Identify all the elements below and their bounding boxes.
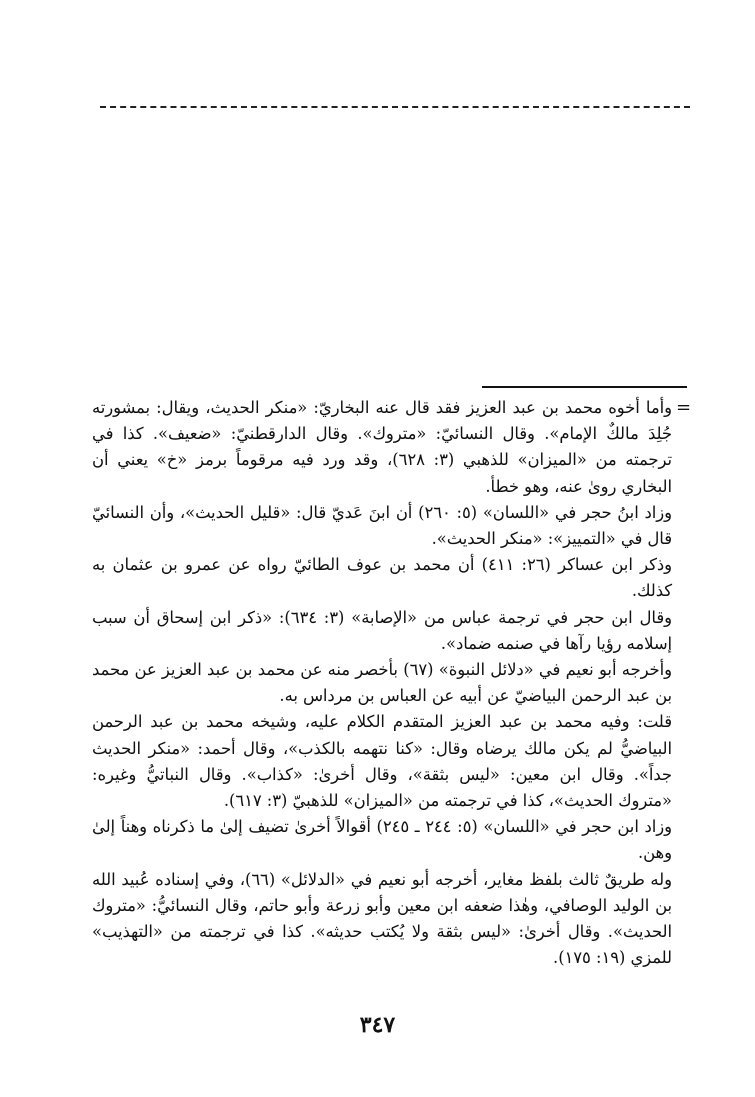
page-number: ٣٤٧: [359, 1012, 396, 1038]
footnote-paragraph-8: وله طريقٌ ثالث بلفظ مغاير، أخرجه أبو نعيم في «الدلائل» (٦٦)، وفي إسناده عُبيد الله بن الوليد الوصافي، وهٰذا ضعفه ابن معين وأبو زرعة وأبو حاتم، وقال النسائيُّ: «متروك الحديث». وقال أخرىٰ: «ليس بثقة ولا يُكتب حديثه». كذا في ترجمته من «التهذيب» للمزي (١٩: ١٧٥).: [92, 869, 672, 968]
footnote-paragraph-3: وذكر ابن عساكر (٢٦: ٤١١) أن محمد بن عوف الطائيّ رواه عن عمرو بن عثمان به كذلك.: [92, 555, 672, 601]
footnote-paragraph-5: وأخرجه أبو نعيم في «دلائل النبوة» (٦٧) بأخصر منه عن محمد بن عبد العزيز عن محمد بن عبد الرحمن البياضيّ عن أبيه عن العباس بن مرداس به.: [92, 660, 673, 706]
footnote-paragraph-7: وزاد ابن حجر في «اللسان» (٥: ٢٤٤ ـ ٢٤٥) أقوالاً أخرىٰ تضيف إلىٰ ما ذكرناه وهناً إلىٰ وهن.: [92, 817, 672, 863]
footnote-continuation-marker: =: [676, 397, 692, 418]
footnote-paragraph-1: وأما أخوه محمد بن عبد العزيز فقد قال عنه البخاريّ: «منكر الحديث، ويقال: بمشورته جُلِدَ مالكٌ الإمام». وقال النسائيّ: «متروك». وقال الدارقطنيّ: «ضعيف». كذا في ترجمته من «الميزان» للذهبي (٣: ٦٢٨)، وقد ورد فيه مرقوماً برمز «خ» يعني أن البخاري روىٰ عنه، وهو خطأ.: [92, 398, 672, 496]
footnote-paragraph-2: وزاد ابنُ حجر في «اللسان» (٥: ٢٦٠) أن ابنَ عَديّ قال: «قليل الحديث»، وأن النسائيّ قال في «التمييز»: «منكر الحديث».: [92, 502, 672, 549]
footnote-text-block: [92, 395, 672, 971]
top-dashed-separator: [100, 106, 690, 108]
footnote-separator-rule: [482, 386, 687, 388]
footnote-paragraph-6: قلت: وفيه محمد بن عبد العزيز المتقدم الكلام عليه، وشيخه محمد بن عبد الرحمن البياضيُّ لم يكن مالك يرضاه وقال: «كنا نتهمه بالكذب»، وقال أحمد: «منكر الحديث جداً». وقال ابن معين: «ليس بثقة»، وقال أخرىٰ: «كذاب». وقال النباتيُّ وغيره: «متروك الحديث»، كذا في ترجمته من «الميزان» للذهبيّ (٣: ٦١٧).: [92, 712, 672, 811]
footnote-paragraph-4: وقال ابن حجر في ترجمة عباس من «الإصابة» (٣: ٦٣٤): «ذكر ابن إسحاق أن سبب إسلامه رؤيا رآها في صنمه ضماد».: [92, 607, 672, 653]
